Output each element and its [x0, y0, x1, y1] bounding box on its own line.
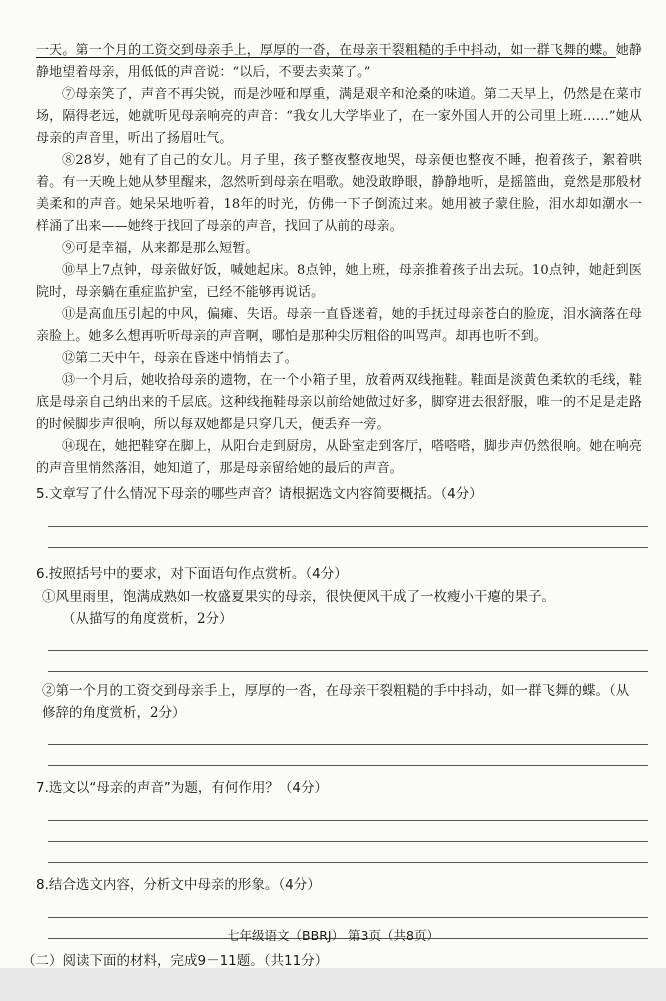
paragraph-10: ⑩早上7点钟，母亲做好饭，喊她起床。8点钟，她上班，母亲推着孩子出去玩。10点钟，她赶到医院时，母亲躺在重症监护室，已经不能够再说话。: [36, 263, 642, 300]
passage-intro-rest: 她静静地望着母亲，用低低的声音说：“以后，不要去卖菜了。”: [36, 43, 642, 80]
answer-line[interactable]: [48, 527, 648, 548]
bottom-bar: [0, 968, 666, 1001]
question-7: 7.选文以“母亲的声音”为题，有何作用？（4分）: [36, 780, 328, 796]
page-footer: 七年级语文（BBRJ） 第3页（共8页）: [227, 928, 439, 943]
answer-line[interactable]: [48, 724, 648, 745]
answer-lines-q6-1[interactable]: [36, 630, 642, 672]
answer-line[interactable]: [48, 651, 648, 672]
answer-line[interactable]: [48, 506, 648, 527]
paragraph-12: ⑫第二天中午，母亲在昏迷中悄悄去了。: [62, 351, 298, 366]
exam-content: [22, 40, 642, 968]
question-6-1-note: （从描写的角度赏析，2分）: [62, 611, 233, 627]
paragraph-13: ⑬一个月后，她收拾母亲的遗物，在一个小箱子里，放着两双线拖鞋。鞋面是淡黄色柔软的毛线，鞋底是母亲自己纳出来的千层底。这种线拖鞋母亲以前给她做过好多，脚穿进去很舒服，唯一的不足是走路的时候脚步声很响，所以每双她都是只穿几天，便丢弃一旁。: [36, 373, 642, 432]
paragraph-9: ⑨可是幸福，从来都是那么短暂。: [62, 241, 259, 256]
question-5: 5.文章写了什么情况下母亲的哪些声音？请根据选文内容简要概括。（4分）: [36, 486, 483, 502]
paragraph-7: ⑦母亲笑了，声音不再尖锐，而是沙哑和厚重，满是艰辛和沧桑的味道。第二天早上，仍然是在菜市场，隔得老远，她就听见母亲响亮的声音：“我女儿大学毕业了，在一家外国人开的公司里上班……”她从母亲的声音里，听出了扬眉吐气。: [36, 87, 642, 146]
answer-lines-q6-2[interactable]: [36, 724, 642, 766]
paragraph-14: ⑭现在，她把鞋穿在脚上，从阳台走到厨房，从卧室走到客厅，嗒嗒嗒，脚步声仍然很响。她在响亮的声音里悄然落泪，她知道了，那是母亲留给她的最后的声音。: [36, 439, 642, 476]
underlined-sentence: 一天。第一个月的工资交到母亲手上，厚厚的一沓，在母亲干裂粗糙的手中抖动，如一群飞舞的蝶。: [36, 43, 616, 58]
question-6: 6.按照括号中的要求，对下面语句作点赏析。（4分）: [36, 566, 348, 582]
paragraph-8: ⑧28岁，她有了自己的女儿。月子里，孩子整夜整夜地哭，母亲便也整夜不睡，抱着孩子，絮着哄着。有一天晚上她从梦里醒来，忽然听到母亲在唱歌。她没敢睁眼，静静地听，是摇篮曲，竟然是那般材美柔和的声音。她呆呆地听着，18年的时光，仿佛一下子倒流过来。她用被子蒙住脸，泪水却如潮水一样涌了出来——她终于找回了母亲的声音，找回了从前的母亲。: [36, 153, 642, 234]
answer-line[interactable]: [48, 630, 648, 651]
question-6-1: ①风里雨里，饱满成熟如一枚盛夏果实的母亲，很快便风干成了一枚瘦小干瘪的果子。: [42, 589, 555, 605]
answer-lines-q5[interactable]: [36, 506, 642, 548]
section-2-heading: （二）阅读下面的材料，完成9－11题。（共11分）: [22, 953, 329, 968]
paragraph-11: ⑪是高血压引起的中风，偏瘫、失语。母亲一直昏迷着，她的手抚过母亲苍白的脸庞，泪水滴落在母亲脸上。她多么想再听听母亲的声音啊，哪怕是那种尖厉粗俗的叫骂声。却再也听不到。: [36, 307, 642, 344]
passage-intro: [36, 40, 642, 84]
question-8: 8.结合选文内容，分析文中母亲的形象。（4分）: [36, 877, 321, 893]
answer-line[interactable]: [48, 745, 648, 766]
answer-line[interactable]: [48, 842, 648, 863]
answer-line[interactable]: [48, 800, 648, 821]
answer-lines-q7[interactable]: [36, 800, 642, 863]
answer-line[interactable]: [48, 821, 648, 842]
answer-line[interactable]: [48, 897, 648, 918]
question-6-2: ②第一个月的工资交到母亲手上，厚厚的一沓，在母亲干裂粗糙的手中抖动，如一群飞舞的蝶。（从修辞的角度赏析，2分）: [42, 683, 630, 721]
